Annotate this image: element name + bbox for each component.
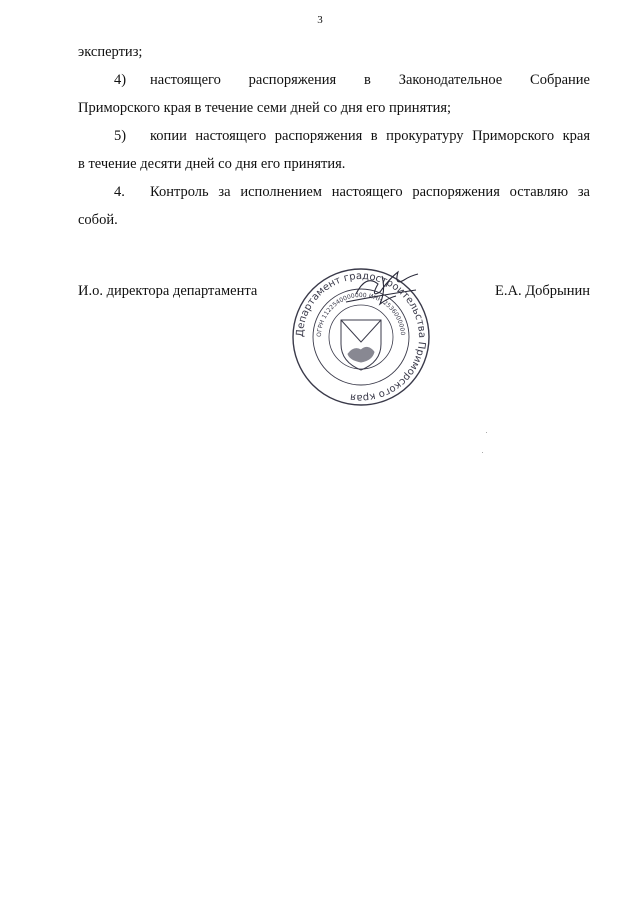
scan-speck — [486, 432, 487, 433]
coat-of-arms-icon — [341, 320, 381, 370]
list-item-4 — [78, 66, 590, 94]
paragraph-line: копии настоящего распоряжения в прокуратуру Приморского края — [150, 128, 590, 144]
list-item-5 — [78, 122, 590, 150]
paragraph-line: собой. — [78, 212, 118, 228]
scan-speck — [482, 452, 483, 453]
signatory-position: И.о. директора департамента — [78, 283, 258, 299]
paragraph-number: 4. — [114, 184, 125, 200]
paragraph-line: Контроль за исполнением настоящего распоряжения оставляю за — [150, 184, 590, 200]
stamp-outer-text: Департамент градостроительства Приморского края — [294, 270, 428, 404]
official-stamp — [286, 262, 436, 412]
signatory-name: Е.А. Добрынин — [495, 283, 590, 299]
paragraph-line: в течение десяти дней со дня его принятия. — [78, 156, 346, 172]
numbered-paragraph-4 — [78, 178, 590, 206]
list-number: 4) — [114, 72, 127, 88]
paragraph-line: экспертиз; — [78, 44, 143, 60]
list-number: 5) — [114, 128, 127, 144]
page-number: 3 — [317, 14, 323, 26]
paragraph-line: настоящего распоряжения в Законодательное Собрание — [150, 72, 590, 88]
document-body — [78, 38, 590, 238]
stamp-inner-text: ОГРН 1122540000000 ИНН 2536000000 — [315, 291, 406, 338]
paragraph-line: Приморского края в течение семи дней со дня его принятия; — [78, 100, 452, 116]
